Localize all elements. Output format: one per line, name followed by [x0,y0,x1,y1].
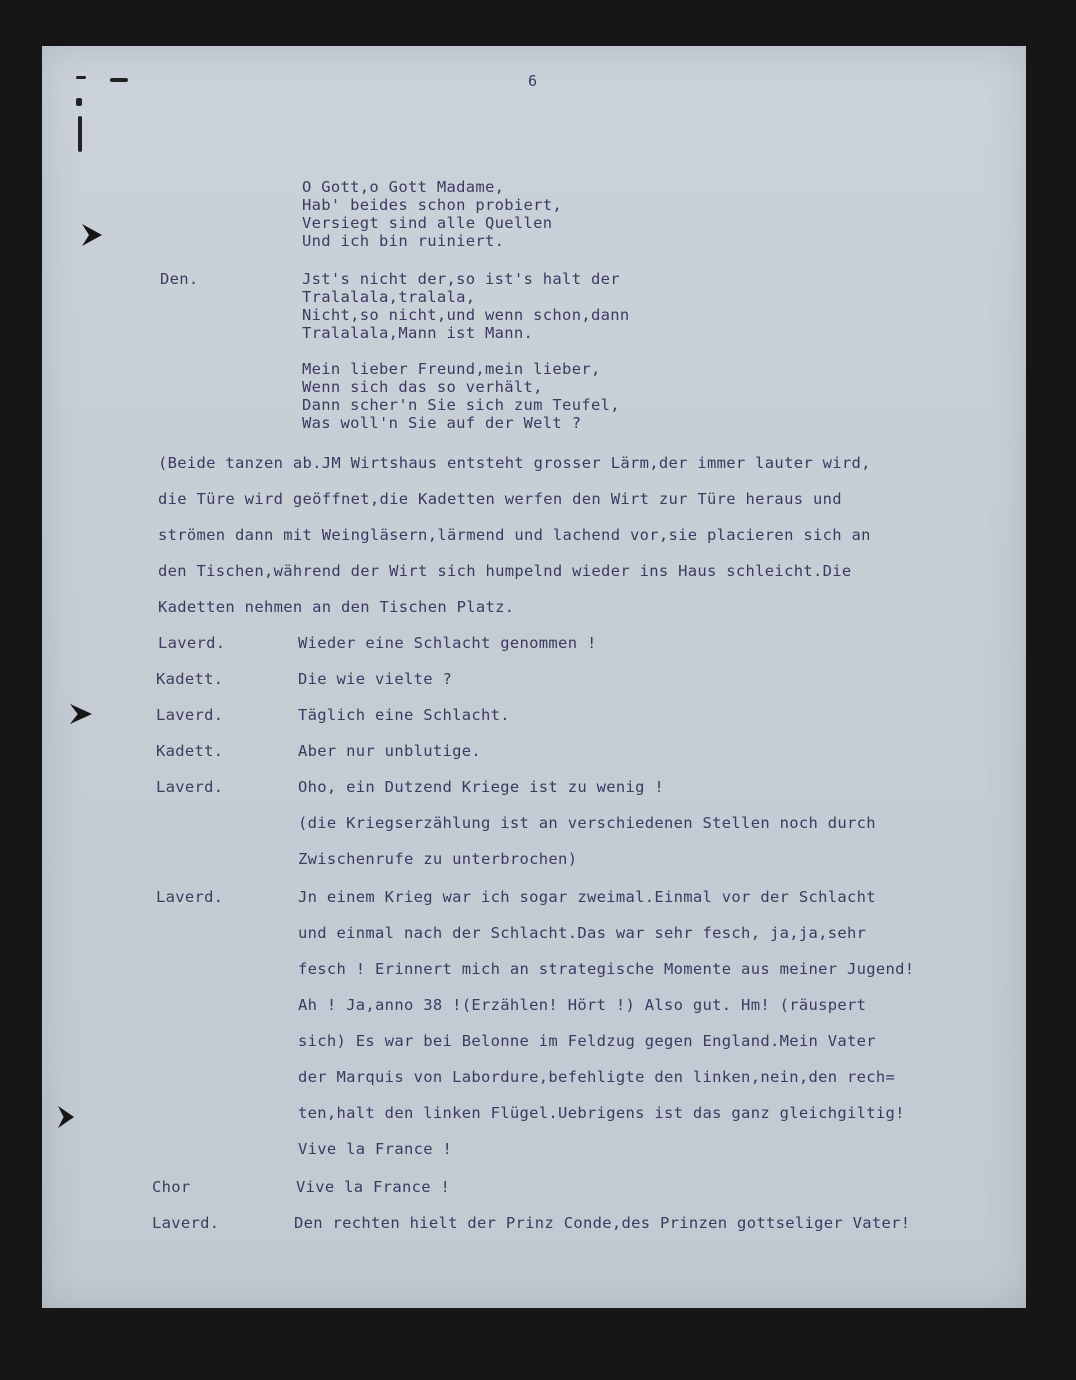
song-line: Hab' beides schon probiert, [302,196,563,214]
page-number: 6 [528,72,538,90]
dialogue-line: Ah ! Ja,anno 38 !(Erzählen! Hört !) Also gut. Hm! (räuspert [298,996,867,1014]
punch-hole [82,224,102,246]
speaker-name: Laverd. [152,1214,220,1232]
dialogue-line: Vive la France ! [298,1140,453,1158]
paper-mark [76,98,82,106]
punch-hole [58,1106,74,1128]
dialogue-line: Den rechten hielt der Prinz Conde,des Prinzen gottseliger Vater! [294,1214,911,1232]
typescript-page [42,46,1026,1308]
speaker-name: Kadett. [156,742,224,760]
song-line: Was woll'n Sie auf der Welt ? [302,414,582,432]
dialogue-line: Oho, ein Dutzend Kriege ist zu wenig ! [298,778,665,796]
song-line: O Gott,o Gott Madame, [302,178,505,196]
stage-direction-line: die Türe wird geöffnet,die Kadetten werfen den Wirt zur Türe heraus und [158,490,842,508]
song-line: Und ich bin ruiniert. [302,232,505,250]
song-line: Jst's nicht der,so ist's halt der [302,270,620,288]
dialogue-line: fesch ! Erinnert mich an strategische Momente aus meiner Jugend! [298,960,915,978]
dialogue-line: Jn einem Krieg war ich sogar zweimal.Einmal vor der Schlacht [298,888,876,906]
stage-direction-line: Kadetten nehmen an den Tischen Platz. [158,598,515,616]
punch-hole [70,704,92,724]
dialogue-line: (die Kriegserzählung ist an verschiedenen Stellen noch durch [298,814,876,832]
speaker-name: Chor [152,1178,191,1196]
song-line: Tralalala,tralala, [302,288,476,306]
dialogue-line: und einmal nach der Schlacht.Das war sehr fesch, ja,ja,sehr [298,924,867,942]
song-line: Versiegt sind alle Quellen [302,214,553,232]
dialogue-line: Vive la France ! [296,1178,451,1196]
speaker-name: Den. [160,270,199,288]
speaker-name: Laverd. [156,706,224,724]
paper-mark [76,76,86,79]
song-line: Tralalala,Mann ist Mann. [302,324,534,342]
speaker-name: Laverd. [156,888,224,906]
speaker-name: Laverd. [158,634,226,652]
dialogue-line: Wieder eine Schlacht genommen ! [298,634,597,652]
dialogue-line: Zwischenrufe zu unterbrochen) [298,850,578,868]
speaker-name: Kadett. [156,670,224,688]
dialogue-line: Die wie vielte ? [298,670,453,688]
dialogue-line: Aber nur unblutige. [298,742,482,760]
dialogue-line: der Marquis von Labordure,befehligte den linken,nein,den rech= [298,1068,896,1086]
stage-direction-line: den Tischen,während der Wirt sich humpelnd wieder ins Haus schleicht.Die [158,562,852,580]
stage-direction-line: strömen dann mit Weingläsern,lärmend und lachend vor,sie placieren sich an [158,526,871,544]
paper-mark [78,116,82,152]
song-line: Mein lieber Freund,mein lieber, [302,360,601,378]
song-line: Nicht,so nicht,und wenn schon,dann [302,306,630,324]
dialogue-line: Täglich eine Schlacht. [298,706,510,724]
speaker-name: Laverd. [156,778,224,796]
dialogue-line: sich) Es war bei Belonne im Feldzug gegen England.Mein Vater [298,1032,876,1050]
paper-mark [110,78,128,82]
song-line: Dann scher'n Sie sich zum Teufel, [302,396,620,414]
dialogue-line: ten,halt den linken Flügel.Uebrigens ist das ganz gleichgiltig! [298,1104,905,1122]
song-line: Wenn sich das so verhält, [302,378,543,396]
stage-direction-line: (Beide tanzen ab.JM Wirtshaus entsteht grosser Lärm,der immer lauter wird, [158,454,871,472]
